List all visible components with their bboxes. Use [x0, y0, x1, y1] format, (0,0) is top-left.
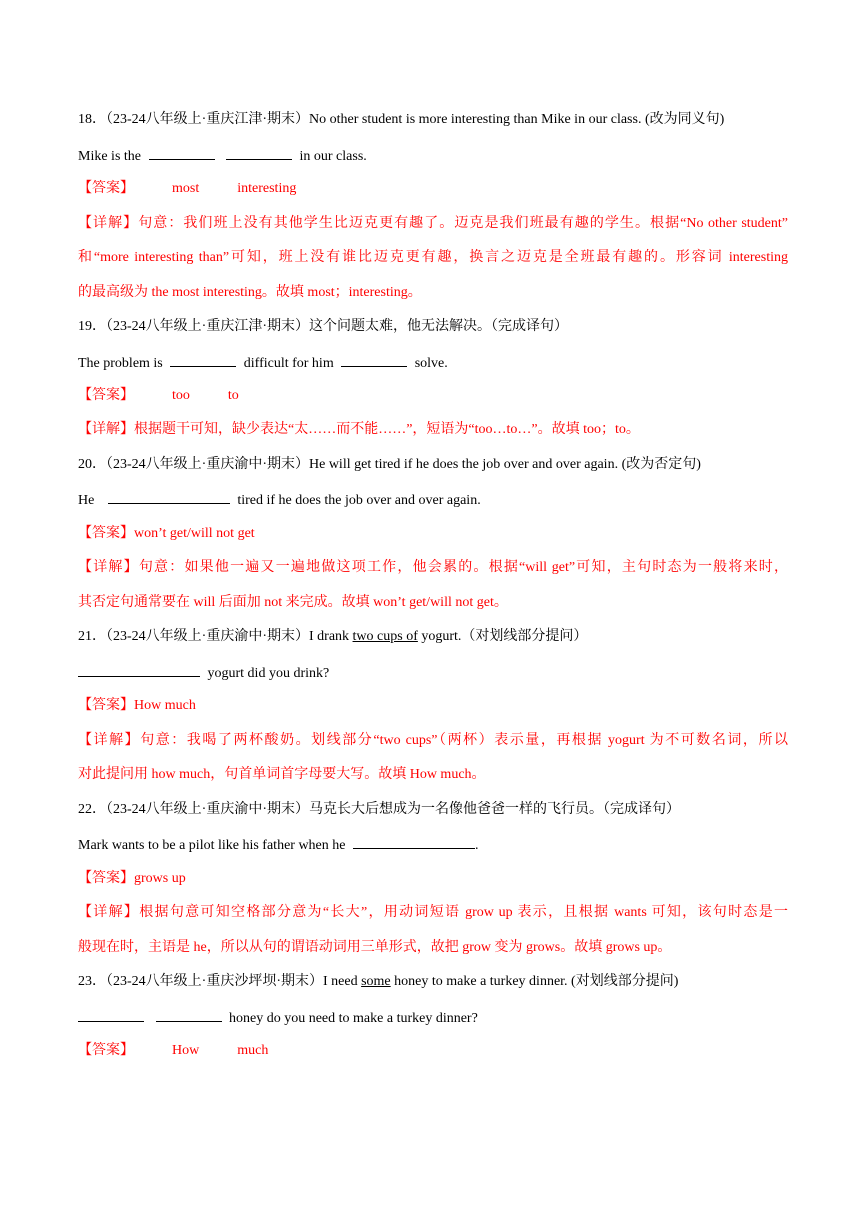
q22-line2-pre: Mark wants to be a pilot like his father when he	[78, 838, 346, 853]
q23-answer-2: much	[237, 1043, 269, 1058]
q22-number: 22．	[78, 802, 106, 817]
q21-text-pre: I drank	[309, 629, 353, 644]
q18-number: 18．	[78, 112, 106, 127]
q23-answer-1: How	[172, 1043, 200, 1058]
q20-number: 20．	[78, 457, 106, 472]
q21-blank	[78, 662, 200, 677]
q18-blank-2	[226, 145, 292, 160]
q19-detail-text-1: 根据题干可知，缺少表达“太……而不能……”，短语为“too…to…”。故填 too；to。	[134, 422, 640, 437]
q21-answer-text: How much	[134, 698, 196, 713]
q19-blank-2	[341, 352, 407, 367]
q19-question	[78, 317, 788, 337]
q19-detail-1	[78, 420, 788, 440]
q18-text: No other student is more interesting than Mike in our class. (改为同义句)	[309, 112, 725, 127]
q18-line2-pre: Mike is the	[78, 149, 141, 164]
q18-line2-post: in our class.	[299, 149, 367, 164]
q20-detail-1	[78, 558, 788, 578]
q23-underlined-part: some	[361, 974, 391, 989]
q20-question	[78, 455, 788, 475]
q18-detail-1	[78, 214, 788, 234]
q18-answer	[78, 179, 788, 199]
q22-detail-text-1: 根据句意可知空格部分意为“长大”，用动词短语 grow up 表示，且根据 wants 可知，该句时态是一	[139, 905, 788, 920]
detail-label: 【详解】	[78, 216, 139, 231]
q18-detail-3: 的最高级为 the most interesting。故填 most；interesting。	[78, 285, 422, 300]
q21-detail-2: 对此提问用 how much，句首单词首字母要大写。故填 How much。	[78, 767, 486, 782]
q18-source: （23-24八年级上·重庆江津·期末）	[106, 112, 309, 127]
q23-blank-2	[156, 1007, 222, 1022]
q19-answer	[78, 386, 788, 406]
q21-number: 21．	[78, 629, 106, 644]
q22-answer-text: grows up	[134, 871, 186, 886]
q20-source: （23-24八年级上·重庆渝中·期末）	[106, 457, 309, 472]
q19-answer-1: too	[172, 388, 190, 403]
q22-detail-2: 般现在时，主语是 he，所以从句的谓语动词用三单形式，故把 grow 变为 grows。故填 grows up。	[78, 940, 672, 955]
q18-answer-1: most	[172, 181, 200, 196]
q19-blank-line	[78, 352, 788, 374]
q23-text-post: honey to make a turkey dinner. (对划线部分提问)	[390, 974, 679, 989]
answer-label: 【答案】	[78, 526, 134, 541]
q22-text: 马克长大后想成为一名像他爸爸一样的飞行员。（完成译句）	[309, 802, 680, 817]
answer-label: 【答案】	[78, 871, 134, 886]
q21-detail-text-1: 句意：我喝了两杯酸奶。划线部分“two cups”（两杯）表示量，再根据 yogurt 为不可数名词，所以	[140, 733, 789, 748]
answer-label: 【答案】	[78, 388, 134, 403]
q21-line2-post: yogurt did you drink?	[207, 666, 330, 681]
q19-number: 19．	[78, 319, 106, 334]
q21-blank-line	[78, 662, 788, 684]
answer-label: 【答案】	[78, 698, 134, 713]
q19-blank-1	[170, 352, 236, 367]
q19-source: （23-24八年级上·重庆江津·期末）	[106, 319, 309, 334]
q21-question	[78, 627, 788, 647]
q21-detail-1	[78, 731, 788, 751]
q23-question	[78, 972, 788, 992]
q20-detail-2: 其否定句通常要在 will 后面加 not 来完成。故填 won’t get/will not get。	[78, 595, 508, 610]
q21-answer	[78, 696, 788, 716]
q22-question	[78, 800, 788, 820]
q23-number: 23．	[78, 974, 106, 989]
q22-blank-line	[78, 834, 788, 856]
q20-line2-pre: He	[78, 493, 95, 508]
q20-answer	[78, 524, 788, 544]
detail-label: 【详解】	[78, 560, 139, 575]
q21-source: （23-24八年级上·重庆渝中·期末）	[106, 629, 309, 644]
q20-answer-text: won’t get/will not get	[134, 526, 255, 541]
detail-label: 【详解】	[78, 733, 141, 748]
q22-line2-post: .	[474, 838, 479, 853]
q23-text-pre: I need	[323, 974, 362, 989]
q22-blank	[353, 834, 475, 849]
q18-answer-2: interesting	[237, 181, 297, 196]
q23-blank-line	[78, 1007, 788, 1029]
q20-blank-line	[78, 489, 788, 511]
answer-label: 【答案】	[78, 181, 134, 196]
q22-answer	[78, 869, 788, 889]
q21-underlined-part: two cups of	[352, 629, 418, 644]
q20-text: He will get tired if he does the job over and over again. (改为否定句)	[309, 457, 701, 472]
q18-detail-2: 和“more interesting than”可知，班上没有谁比迈克更有趣，换言之迈克是全班最有趣的。形容词 interesting	[78, 250, 788, 265]
q23-source: （23-24八年级上·重庆沙坪坝·期末）	[106, 974, 323, 989]
q20-detail-text-1: 句意：如果他一遍又一遍地做这项工作，他会累的。根据“will get”可知，主句时态为一般将来时，	[138, 560, 789, 575]
q21-text-post: yogurt.（对划线部分提问）	[417, 629, 588, 644]
q23-blank-1	[78, 1007, 144, 1022]
q19-text: 这个问题太难，他无法解决。（完成译句）	[309, 319, 568, 334]
q18-detail-text-1: 句意：我们班上没有其他学生比迈克更有趣了。迈克是我们班最有趣的学生。根据“No other student”	[138, 216, 788, 231]
q20-blank	[108, 489, 230, 504]
detail-label: 【详解】	[78, 422, 134, 437]
q18-question	[78, 110, 788, 130]
answer-label: 【答案】	[78, 1043, 134, 1058]
detail-label: 【详解】	[78, 905, 140, 920]
q19-line2-post: solve.	[414, 356, 448, 371]
q22-source: （23-24八年级上·重庆渝中·期末）	[106, 802, 309, 817]
q19-line2-mid: difficult for him	[243, 356, 334, 371]
q19-line2-pre: The problem is	[78, 356, 163, 371]
q23-line2-post: honey do you need to make a turkey dinner?	[229, 1011, 478, 1026]
q23-answer	[78, 1041, 788, 1061]
q20-line2-post: tired if he does the job over and over again.	[237, 493, 481, 508]
q19-answer-2: to	[227, 388, 239, 403]
q22-detail-1	[78, 903, 788, 923]
q18-blank-line	[78, 145, 788, 167]
q18-blank-1	[149, 145, 215, 160]
